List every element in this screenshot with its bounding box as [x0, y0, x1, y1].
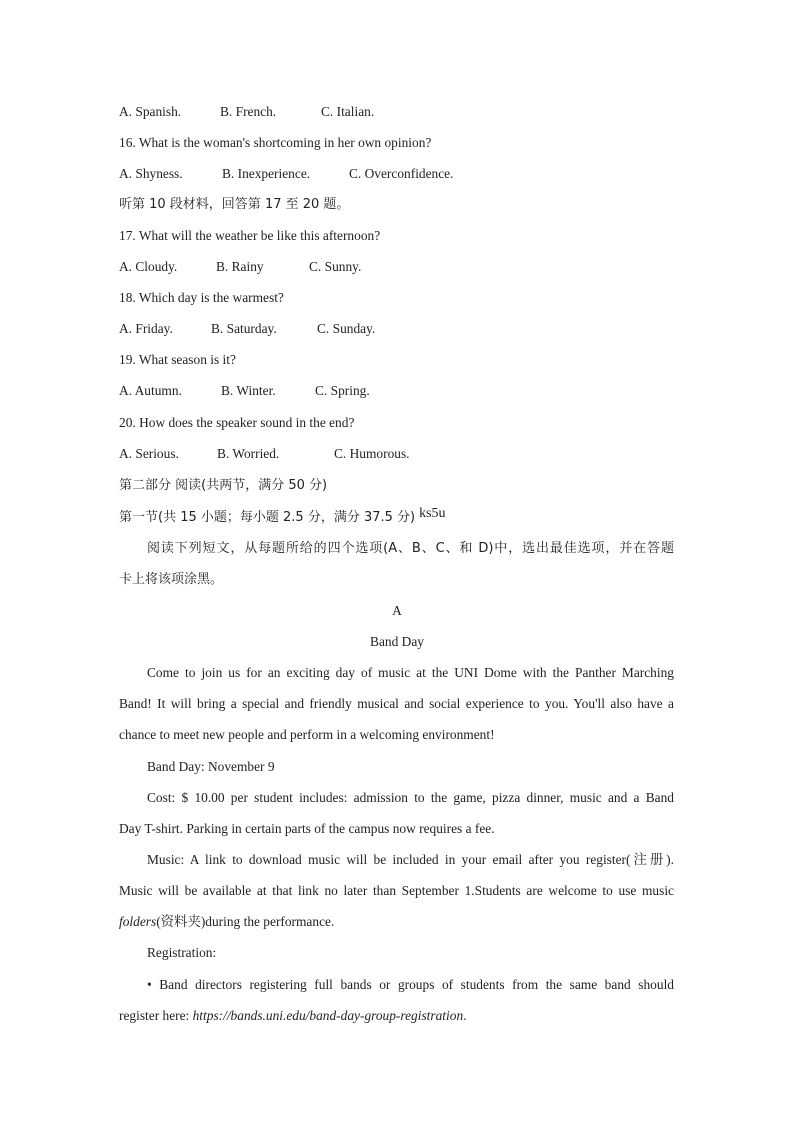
q15-option-c: C. Italian. [321, 104, 375, 119]
registration-label: Registration: [147, 945, 217, 960]
q17-stem: 17. What will the weather be like this afternoon? [119, 228, 381, 243]
q15-options [119, 103, 374, 121]
q20-stem: 20. How does the speaker sound in the end? [119, 415, 355, 430]
section-10-heading: 听第 10 段材料，回答第 17 至 20 题。 [119, 197, 350, 212]
registration-url[interactable]: https://bands.uni.edu/band-day-group-registration [192, 1008, 464, 1023]
music-line-3 [119, 913, 334, 931]
instruction-line-2: 卡上将该项涂黑。 [119, 572, 224, 587]
music-line-3-rest: (资料夹)during the performance. [156, 914, 335, 929]
passage-letter: A [392, 603, 402, 618]
p1-line-1: Come to join us for an exciting day of music at the UNI Dome with the Panther Marching [147, 665, 674, 680]
cost-line-1: Cost: $ 10.00 per student includes: admission to the game, pizza dinner, music and a Band [147, 790, 674, 805]
q16-options [119, 165, 453, 183]
q20-option-b: B. Worried. [217, 446, 280, 461]
q18-option-b: B. Saturday. [211, 321, 277, 336]
q16-option-c: C. Overconfidence. [349, 166, 454, 181]
q19-option-c: C. Spring. [315, 383, 370, 398]
music-line-1: Music: A link to download music will be included in your email after you register(注册). [147, 852, 674, 867]
q18-option-a: A. Friday. [119, 321, 173, 336]
q20-option-c: C. Humorous. [334, 446, 410, 461]
q16-stem: 16. What is the woman's shortcoming in her own opinion? [119, 135, 432, 150]
q17-options [119, 258, 361, 276]
section-1-heading: 第一节(共 15 小题；每小题 2.5 分，满分 37.5 分) [119, 510, 416, 525]
music-line-2: Music will be available at that link no later than September 1.Students are welcome to use music [119, 883, 674, 898]
q19-options [119, 382, 370, 400]
q15-option-a: A. Spanish. [119, 104, 182, 119]
band-day-date: Band Day: November 9 [147, 759, 275, 774]
q20-options [119, 445, 410, 463]
bullet-suffix: . [463, 1008, 467, 1023]
q18-option-c: C. Sunday. [317, 321, 376, 336]
q19-option-a: A. Autumn. [119, 383, 182, 398]
q18-options [119, 320, 375, 338]
bullet-prefix: register here: [119, 1008, 193, 1023]
part-2-heading: 第二部分 阅读(共两节，满分 50 分) [119, 478, 328, 493]
q17-option-c: C. Sunny. [309, 259, 362, 274]
q19-option-b: B. Winter. [221, 383, 276, 398]
section-1-heading-row [119, 508, 446, 527]
cost-line-2: Day T-shirt. Parking in certain parts of the campus now requires a fee. [119, 821, 495, 836]
q20-option-a: A. Serious. [119, 446, 179, 461]
bullet-line-1: • Band directors registering full bands or groups of students from the same band should [147, 977, 674, 992]
q17-option-b: B. Rainy [216, 259, 264, 274]
watermark: ks5u [419, 506, 446, 521]
p1-line-2: Band! It will bring a special and friendly musical and social experience to you. You'll also have a [119, 696, 674, 711]
q17-option-a: A. Cloudy. [119, 259, 178, 274]
folders-term: folders [119, 914, 157, 929]
bullet-line-2 [119, 1007, 467, 1025]
q15-option-b: B. French. [220, 104, 277, 119]
q19-stem: 19. What season is it? [119, 352, 236, 367]
instruction-line-1: 阅读下列短文，从每题所给的四个选项(A、B、C、和 D)中，选出最佳选项，并在答题 [147, 541, 674, 556]
p1-line-3: chance to meet new people and perform in a welcoming environment! [119, 727, 495, 742]
q18-stem: 18. Which day is the warmest? [119, 290, 284, 305]
q16-option-a: A. Shyness. [119, 166, 183, 181]
q16-option-b: B. Inexperience. [222, 166, 311, 181]
passage-title: Band Day [370, 634, 424, 649]
